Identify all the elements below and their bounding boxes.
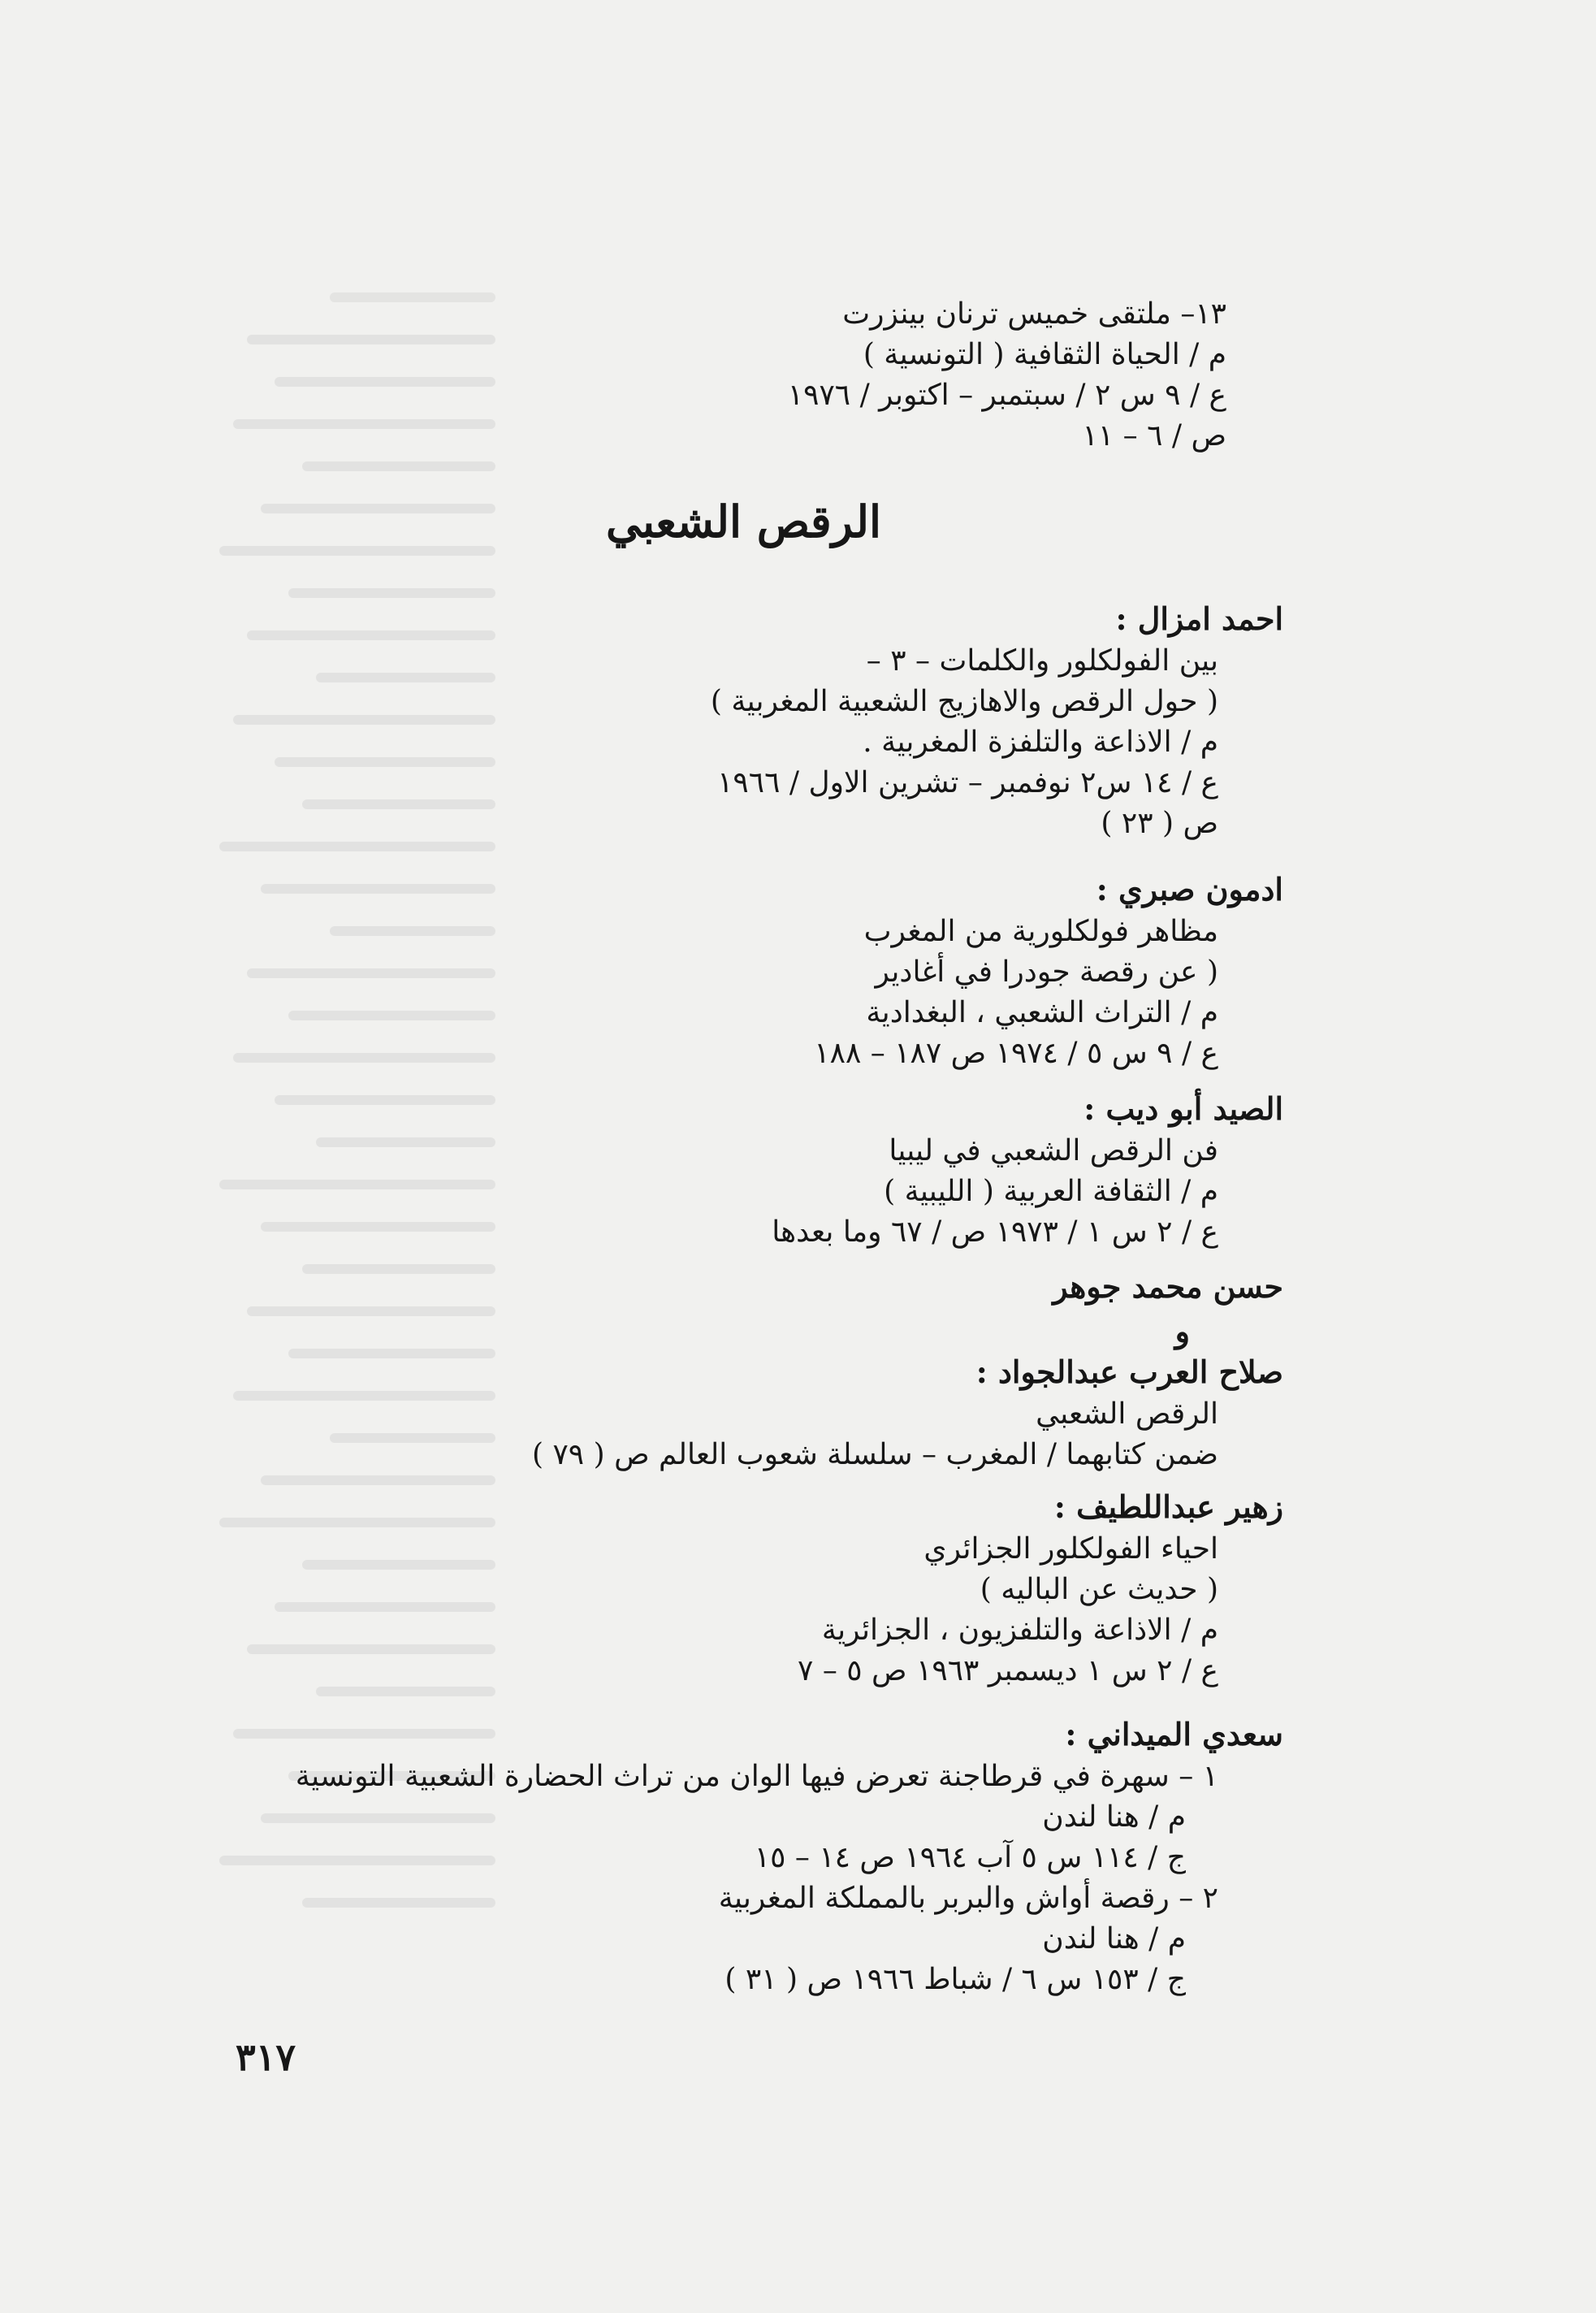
entry-line: ١ – سهرة في قرطاجنة تعرض فيها الوان من تراث الحضارة الشعبية التونسية xyxy=(295,1760,1218,1793)
entry-line: ضمن كتابهما / المغرب – سلسلة شعوب العالم ص ( ٧٩ ) xyxy=(531,1438,1218,1471)
entry-author: احمد امزال : xyxy=(1115,600,1283,637)
section-heading: الرقص الشعبي xyxy=(605,496,881,548)
bibliography-entry xyxy=(772,1087,1283,1253)
entry-line: م / الثقافة العربية ( الليبية ) xyxy=(884,1175,1218,1208)
entry-author: صلاح العرب عبدالجواد : xyxy=(975,1354,1283,1390)
entry-line: ٢ – رقصة أواش والبربر بالمملكة المغربية xyxy=(718,1882,1218,1915)
entry-line: ع / ٢ س ١ / ١٩٧٣ ص / ٦٧ وما بعدها xyxy=(772,1215,1218,1249)
entry-line: ع / ٩ س ٥ / ١٩٧٤ ص ١٨٧ – ١٨٨ xyxy=(814,1037,1218,1070)
bleed-through-text xyxy=(219,292,495,1958)
top-entry-line: ص / ٦ – ١١ xyxy=(1082,419,1226,453)
top-entry-line: ع / ٩ س ٢ / سبتمبر – اكتوبر / ١٩٧٦ xyxy=(787,379,1226,412)
entry-author: حسن محمد جوهر xyxy=(1053,1268,1283,1305)
page-number: ٣١٧ xyxy=(236,2035,296,2079)
entry-line: م / التراث الشعبي ، البغدادية xyxy=(866,996,1218,1029)
entry-author: سعدي الميداني : xyxy=(1065,1716,1283,1752)
entry-author: الصيد أبو ديب : xyxy=(1083,1090,1283,1127)
entry-line: ( حول الرقص والاهازيج الشعبية المغربية ) xyxy=(710,685,1218,718)
entry-line: الرقص الشعبي xyxy=(1036,1397,1218,1431)
bibliography-entry xyxy=(296,1713,1283,2000)
entry-line: ع / ٢ س ١ ديسمبر ١٩٦٣ ص ٥ – ٧ xyxy=(798,1654,1218,1687)
entry-line: ج / ١٥٣ س ٦ / شباط ١٩٦٦ ص ( ٣١ ) xyxy=(724,1963,1186,1996)
entry-line: ( عن رقصة جودرا في أغادير xyxy=(875,955,1218,989)
entry-line: فن الرقص الشعبي في ليبيا xyxy=(889,1134,1218,1167)
entry-author: و xyxy=(1174,1313,1190,1349)
entry-line: م / الاذاعة والتلفزيون ، الجزائرية xyxy=(821,1613,1218,1647)
bibliography-entry xyxy=(532,1350,1283,1475)
entry-line: م / هنا لندن xyxy=(1042,1800,1186,1834)
top-entry-line: م / الحياة الثقافية ( التونسية ) xyxy=(863,338,1226,371)
entry-line: احياء الفولكلور الجزائري xyxy=(923,1532,1218,1566)
conjunction xyxy=(1175,1310,1190,1354)
entry-line: بين الفولكلور والكلمات – ٣ – xyxy=(866,644,1218,678)
entry-line: ( حديث عن الباليه ) xyxy=(980,1573,1218,1606)
entry-line: م / هنا لندن xyxy=(1042,1922,1186,1956)
entry-line: ص ( ٢٣ ) xyxy=(1101,807,1218,840)
bibliography-entry xyxy=(814,868,1283,1074)
entry-line: ع / ١٤ س٢ نوفمبر – تشرين الاول / ١٩٦٦ xyxy=(717,766,1218,799)
bibliography-entry xyxy=(798,1485,1283,1691)
entry-line: ج / ١١٤ س ٥ آب ١٩٦٤ ص ١٤ – ١٥ xyxy=(754,1841,1186,1874)
top-entry xyxy=(788,294,1226,457)
bibliography-entry xyxy=(711,597,1283,844)
entry-author: زهير عبداللطيف : xyxy=(1053,1488,1283,1525)
entry-line: م / الاذاعة والتلفزة المغربية . xyxy=(863,726,1218,759)
bibliography-entry xyxy=(1053,1265,1283,1309)
entry-line: مظاهر فولكلورية من المغرب xyxy=(863,915,1218,948)
entry-author: ادمون صبري : xyxy=(1096,871,1283,907)
top-entry-line: ١٣– ملتقى خميس ترنان بينزرت xyxy=(842,297,1226,331)
